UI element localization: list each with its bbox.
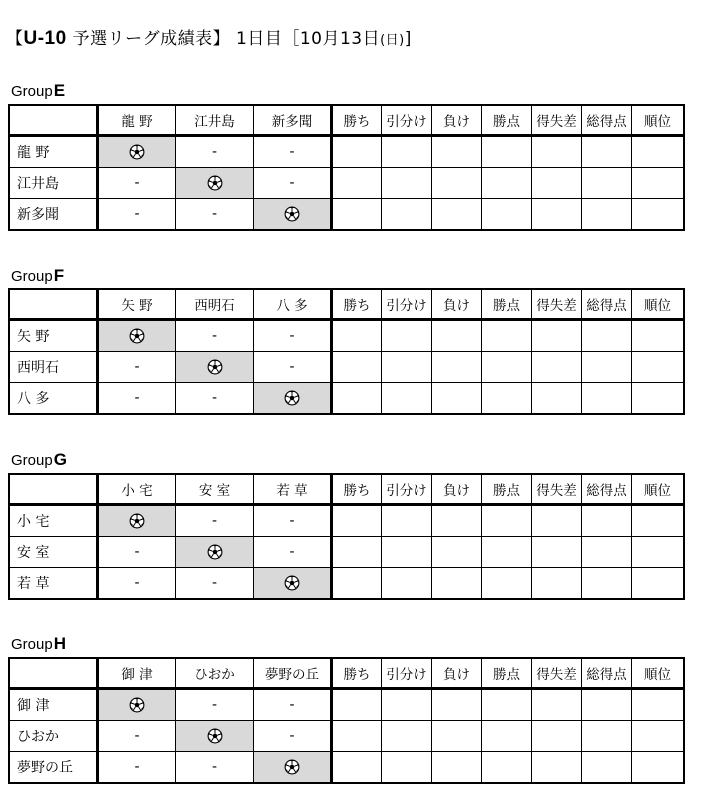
- stat-cell-losses: [432, 721, 482, 752]
- group-table-g: [9, 474, 684, 599]
- stat-cell-points: [482, 168, 532, 199]
- stat-cell-points: [482, 352, 532, 383]
- self-match-cell: [98, 320, 176, 352]
- team-name: 夢野の丘: [10, 752, 98, 783]
- group-label: [11, 450, 67, 470]
- table-row: [10, 383, 684, 414]
- stat-cell-rank: [632, 352, 684, 383]
- stat-cell-rank: [632, 505, 684, 537]
- self-match-cell: [176, 537, 254, 568]
- stat-cell-goals-for: [582, 505, 632, 537]
- stat-cell-goals-for: [582, 136, 632, 168]
- group-table-h: [9, 658, 684, 783]
- table-row: [10, 352, 684, 383]
- stat-cell-rank: [632, 168, 684, 199]
- column-header-rank: 順位: [632, 475, 684, 505]
- stat-cell-draws: [382, 320, 432, 352]
- stat-cell-points: [482, 721, 532, 752]
- stat-cell-goals-for: [582, 689, 632, 721]
- team-name: 御 津: [10, 689, 98, 721]
- stat-cell-goal-diff: [532, 721, 582, 752]
- stat-cell-losses: [432, 568, 482, 599]
- stat-cell-points: [482, 320, 532, 352]
- column-header-goal-diff: 得失差: [532, 106, 582, 136]
- stat-cell-draws: [382, 352, 432, 383]
- column-header-wins: 勝ち: [332, 106, 382, 136]
- stat-cell-wins: [332, 721, 382, 752]
- column-header-points: 勝点: [482, 106, 532, 136]
- team-name: 八 多: [10, 383, 98, 414]
- stat-cell-points: [482, 537, 532, 568]
- group-letter: E: [53, 81, 66, 100]
- header-row: [10, 290, 684, 320]
- table-row: [10, 537, 684, 568]
- stat-cell-losses: [432, 383, 482, 414]
- soccer-ball-icon: [129, 697, 145, 713]
- stat-cell-losses: [432, 168, 482, 199]
- team-column-header: 新多聞: [254, 106, 332, 136]
- stat-cell-goals-for: [582, 199, 632, 230]
- match-result-cell: -: [254, 505, 332, 537]
- self-match-cell: [254, 568, 332, 599]
- column-header-wins: 勝ち: [332, 290, 382, 320]
- group-word: Group: [11, 452, 53, 469]
- group-word: Group: [11, 268, 53, 285]
- group-table-e: [9, 105, 684, 230]
- stat-cell-wins: [332, 352, 382, 383]
- stat-cell-rank: [632, 136, 684, 168]
- soccer-ball-icon: [284, 575, 300, 591]
- stat-cell-losses: [432, 505, 482, 537]
- column-header-losses: 負け: [432, 659, 482, 689]
- match-result-cell: -: [176, 136, 254, 168]
- column-header-goal-diff: 得失差: [532, 290, 582, 320]
- stat-cell-points: [482, 689, 532, 721]
- team-name: 江井島: [10, 168, 98, 199]
- corner-cell: [10, 475, 98, 505]
- self-match-cell: [176, 352, 254, 383]
- team-column-header: 若 草: [254, 475, 332, 505]
- match-result-cell: -: [98, 752, 176, 783]
- stat-cell-rank: [632, 537, 684, 568]
- stat-cell-points: [482, 136, 532, 168]
- stat-cell-goal-diff: [532, 168, 582, 199]
- stat-cell-losses: [432, 689, 482, 721]
- self-match-cell: [98, 689, 176, 721]
- match-result-cell: -: [176, 199, 254, 230]
- stat-cell-goal-diff: [532, 505, 582, 537]
- title-close-bracket: ]: [404, 29, 412, 49]
- stat-cell-wins: [332, 505, 382, 537]
- column-header-rank: 順位: [632, 106, 684, 136]
- column-header-rank: 順位: [632, 290, 684, 320]
- team-name: 龍 野: [10, 136, 98, 168]
- match-result-cell: -: [254, 136, 332, 168]
- stat-cell-wins: [332, 168, 382, 199]
- soccer-ball-icon: [284, 206, 300, 222]
- self-match-cell: [176, 721, 254, 752]
- self-match-cell: [254, 752, 332, 783]
- table-row: [10, 721, 684, 752]
- team-name: 新多聞: [10, 199, 98, 230]
- header-row: [10, 475, 684, 505]
- corner-cell: [10, 290, 98, 320]
- match-result-cell: -: [98, 168, 176, 199]
- stat-cell-draws: [382, 505, 432, 537]
- group-letter: F: [53, 266, 65, 285]
- stat-cell-goal-diff: [532, 383, 582, 414]
- match-result-cell: -: [176, 752, 254, 783]
- column-header-goals-for: 総得点: [582, 475, 632, 505]
- stat-cell-goal-diff: [532, 537, 582, 568]
- stat-cell-draws: [382, 136, 432, 168]
- team-name: 若 草: [10, 568, 98, 599]
- stat-cell-goal-diff: [532, 352, 582, 383]
- group-letter: H: [53, 634, 66, 653]
- stat-cell-losses: [432, 199, 482, 230]
- table-row: [10, 505, 684, 537]
- header-row: [10, 106, 684, 136]
- stat-cell-draws: [382, 199, 432, 230]
- column-header-goals-for: 総得点: [582, 290, 632, 320]
- self-match-cell: [176, 168, 254, 199]
- stat-cell-losses: [432, 352, 482, 383]
- group-letter: G: [53, 450, 67, 469]
- team-column-header: 龍 野: [98, 106, 176, 136]
- stat-cell-wins: [332, 537, 382, 568]
- self-match-cell: [254, 383, 332, 414]
- column-header-wins: 勝ち: [332, 659, 382, 689]
- soccer-ball-icon: [207, 359, 223, 375]
- stat-cell-goals-for: [582, 568, 632, 599]
- match-result-cell: -: [176, 383, 254, 414]
- header-row: [10, 659, 684, 689]
- column-header-goal-diff: 得失差: [532, 659, 582, 689]
- stat-cell-goals-for: [582, 383, 632, 414]
- match-result-cell: -: [254, 689, 332, 721]
- stat-cell-wins: [332, 689, 382, 721]
- stat-cell-goal-diff: [532, 199, 582, 230]
- match-result-cell: -: [98, 537, 176, 568]
- stat-cell-rank: [632, 568, 684, 599]
- column-header-draws: 引分け: [382, 106, 432, 136]
- stat-cell-points: [482, 383, 532, 414]
- stat-cell-goal-diff: [532, 568, 582, 599]
- stat-cell-goal-diff: [532, 752, 582, 783]
- team-column-header: 矢 野: [98, 290, 176, 320]
- match-result-cell: -: [176, 505, 254, 537]
- stat-cell-rank: [632, 320, 684, 352]
- soccer-ball-icon: [129, 513, 145, 529]
- stat-cell-goals-for: [582, 752, 632, 783]
- stat-cell-rank: [632, 199, 684, 230]
- title-open-bracket: 【: [6, 29, 24, 49]
- column-header-losses: 負け: [432, 475, 482, 505]
- match-result-cell: -: [98, 568, 176, 599]
- table-row: [10, 320, 684, 352]
- stat-cell-goals-for: [582, 168, 632, 199]
- corner-cell: [10, 659, 98, 689]
- match-result-cell: -: [254, 721, 332, 752]
- match-result-cell: -: [98, 199, 176, 230]
- column-header-wins: 勝ち: [332, 475, 382, 505]
- team-column-header: 西明石: [176, 290, 254, 320]
- table-row: [10, 689, 684, 721]
- self-match-cell: [254, 199, 332, 230]
- team-name: 矢 野: [10, 320, 98, 352]
- column-header-goal-diff: 得失差: [532, 475, 582, 505]
- team-name: 小 宅: [10, 505, 98, 537]
- stat-cell-draws: [382, 383, 432, 414]
- stat-cell-draws: [382, 568, 432, 599]
- column-header-goals-for: 総得点: [582, 106, 632, 136]
- stat-cell-rank: [632, 752, 684, 783]
- stat-cell-goals-for: [582, 352, 632, 383]
- stat-cell-losses: [432, 537, 482, 568]
- team-column-header: 江井島: [176, 106, 254, 136]
- soccer-ball-icon: [129, 328, 145, 344]
- stat-cell-rank: [632, 689, 684, 721]
- stat-cell-losses: [432, 752, 482, 783]
- match-result-cell: -: [254, 168, 332, 199]
- column-header-points: 勝点: [482, 290, 532, 320]
- column-header-draws: 引分け: [382, 290, 432, 320]
- stat-cell-rank: [632, 383, 684, 414]
- team-name: 西明石: [10, 352, 98, 383]
- stat-cell-draws: [382, 537, 432, 568]
- team-column-header: 小 宅: [98, 475, 176, 505]
- group-word: Group: [11, 83, 53, 100]
- stat-cell-wins: [332, 320, 382, 352]
- soccer-ball-icon: [129, 144, 145, 160]
- stat-cell-points: [482, 505, 532, 537]
- soccer-ball-icon: [207, 544, 223, 560]
- table-row: [10, 199, 684, 230]
- stat-cell-goal-diff: [532, 136, 582, 168]
- group-label: [11, 266, 64, 286]
- match-result-cell: -: [98, 383, 176, 414]
- soccer-ball-icon: [284, 759, 300, 775]
- stat-cell-wins: [332, 752, 382, 783]
- match-result-cell: -: [176, 689, 254, 721]
- stat-cell-losses: [432, 136, 482, 168]
- weekday: (日): [380, 33, 405, 48]
- team-name: 安 室: [10, 537, 98, 568]
- team-column-header: 安 室: [176, 475, 254, 505]
- stat-cell-rank: [632, 721, 684, 752]
- stat-cell-points: [482, 752, 532, 783]
- table-row: [10, 752, 684, 783]
- column-header-rank: 順位: [632, 659, 684, 689]
- self-match-cell: [98, 136, 176, 168]
- match-result-cell: -: [254, 537, 332, 568]
- stat-cell-wins: [332, 568, 382, 599]
- title-text: 予選リーグ成績表】 1日目［10月13日: [72, 29, 381, 49]
- team-column-header: 夢野の丘: [254, 659, 332, 689]
- group-table-f: [9, 289, 684, 414]
- table-row: [10, 136, 684, 168]
- stat-cell-points: [482, 199, 532, 230]
- stat-cell-draws: [382, 168, 432, 199]
- corner-cell: [10, 106, 98, 136]
- table-row: [10, 168, 684, 199]
- category-label: U-10: [23, 28, 67, 49]
- stat-cell-draws: [382, 721, 432, 752]
- match-result-cell: -: [176, 320, 254, 352]
- match-result-cell: -: [176, 568, 254, 599]
- stat-cell-goals-for: [582, 537, 632, 568]
- match-result-cell: -: [254, 320, 332, 352]
- column-header-draws: 引分け: [382, 475, 432, 505]
- column-header-losses: 負け: [432, 290, 482, 320]
- stat-cell-goal-diff: [532, 320, 582, 352]
- stat-cell-points: [482, 568, 532, 599]
- team-column-header: ひおか: [176, 659, 254, 689]
- soccer-ball-icon: [207, 175, 223, 191]
- soccer-ball-icon: [207, 728, 223, 744]
- self-match-cell: [98, 505, 176, 537]
- stat-cell-wins: [332, 136, 382, 168]
- match-result-cell: -: [98, 721, 176, 752]
- team-column-header: 八 多: [254, 290, 332, 320]
- stat-cell-goal-diff: [532, 689, 582, 721]
- match-result-cell: -: [254, 352, 332, 383]
- group-label: [11, 634, 66, 654]
- column-header-points: 勝点: [482, 475, 532, 505]
- column-header-goals-for: 総得点: [582, 659, 632, 689]
- table-row: [10, 568, 684, 599]
- soccer-ball-icon: [284, 390, 300, 406]
- stat-cell-wins: [332, 199, 382, 230]
- match-result-cell: -: [98, 352, 176, 383]
- stat-cell-draws: [382, 752, 432, 783]
- stat-cell-draws: [382, 689, 432, 721]
- stat-cell-wins: [332, 383, 382, 414]
- column-header-points: 勝点: [482, 659, 532, 689]
- column-header-losses: 負け: [432, 106, 482, 136]
- stat-cell-losses: [432, 320, 482, 352]
- column-header-draws: 引分け: [382, 659, 432, 689]
- group-label: [11, 81, 65, 101]
- page-title: [6, 24, 412, 50]
- group-word: Group: [11, 636, 53, 653]
- team-name: ひおか: [10, 721, 98, 752]
- stat-cell-goals-for: [582, 721, 632, 752]
- team-column-header: 御 津: [98, 659, 176, 689]
- stat-cell-goals-for: [582, 320, 632, 352]
